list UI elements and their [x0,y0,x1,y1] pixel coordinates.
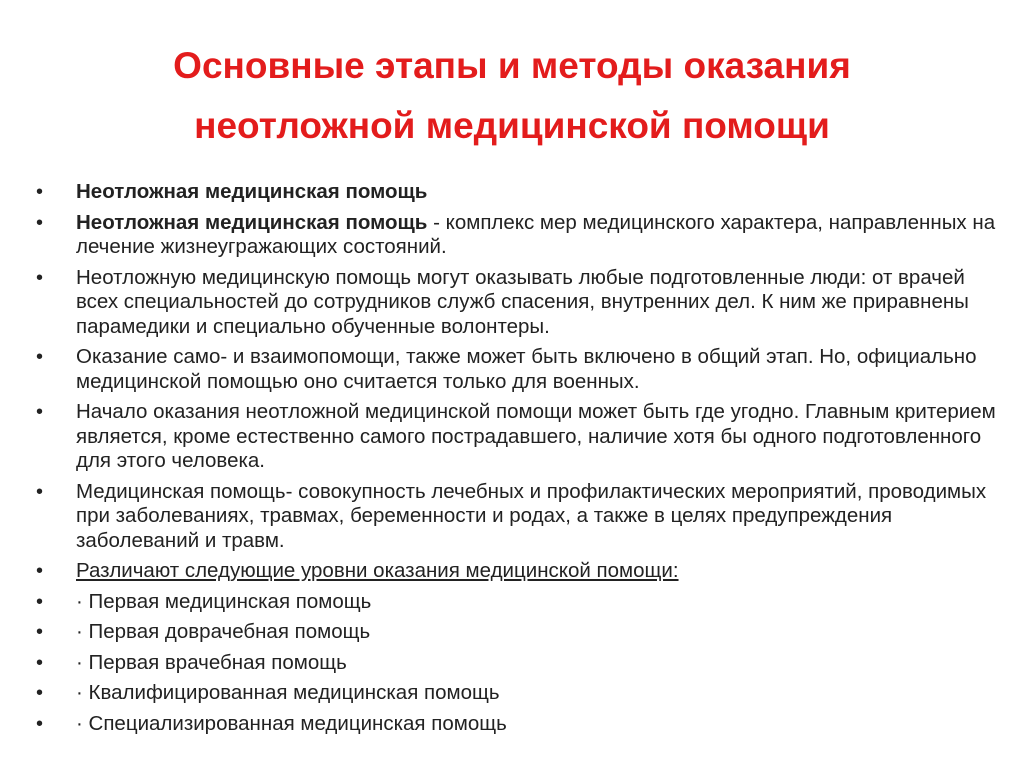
list-item [36,266,996,340]
bullet-icon: • [36,181,44,203]
bullet-icon: • [36,712,44,735]
bullet-icon: • [36,621,44,643]
bullet-list [36,180,996,742]
bullet-icon: • [36,480,44,503]
item-text [76,211,996,260]
care-level-specialized: · Специализированная медицинская помощь [76,711,507,735]
bullet-icon: • [36,651,44,674]
bullet-icon: • [36,682,44,704]
list-item [36,559,996,584]
list-item [36,651,996,676]
bullet-icon: • [36,211,44,234]
list-item [36,211,996,260]
item-text [76,180,996,205]
list-item [36,712,996,737]
slide-title [40,36,984,156]
list-item [36,681,996,706]
list-item [36,620,996,645]
list-item [36,345,996,394]
item-bold-term: Неотложная медицинская помощь [76,180,428,203]
title-line-1: Основные этапы и методы оказания [173,45,851,86]
list-item [36,180,996,205]
bullet-icon: • [36,590,44,613]
item-text: Медицинская помощь- совокупность лечебных и профилактических мероприятий, проводимых при заболеваниях, травмах, беременности и родах, а также в целях предупреждения заболеваний и травм. [76,479,987,552]
bullet-icon: • [36,346,44,368]
title-line-2: неотложной медицинской помощи [194,105,830,146]
item-text: Оказание само- и взаимопомощи, также может быть включено в общий этап. Но, официально медицинской помощью оно считается только для военных. [76,345,977,393]
levels-heading: Различают следующие уровни оказания медицинской помощи: [76,559,679,582]
care-level-first-prephysician: · Первая доврачебная помощь [76,620,371,643]
care-level-first-medical: · Первая медицинская помощь [76,589,372,613]
item-text: Начало оказания неотложной медицинской помощи может быть где угодно. Главным критерием является, кроме естественно самого пострадавшего, наличие хотя бы одного подготовленного для этого человека. [76,400,996,472]
item-text: Неотложную медицинскую помощь могут оказывать любые подготовленные люди: от врачей всех специальностей до сотрудников служб спасения, внутренних дел. К ним же приравнены парамедики и специально обученные волонтеры. [76,265,969,338]
list-item [36,400,996,474]
care-level-qualified: · Квалифицированная медицинская помощь [76,681,500,704]
list-item [36,590,996,615]
care-level-first-physician: · Первая врачебная помощь [76,650,347,674]
bullet-icon: • [36,401,44,423]
bullet-icon: • [36,560,44,582]
bullet-icon: • [36,266,44,289]
item-bold-term: Неотложная медицинская помощь [76,210,428,234]
list-item [36,480,996,554]
item-definition: - комплекс мер медицинского характера, направленных на лечение жизнеугражающих состояний. [76,210,996,258]
